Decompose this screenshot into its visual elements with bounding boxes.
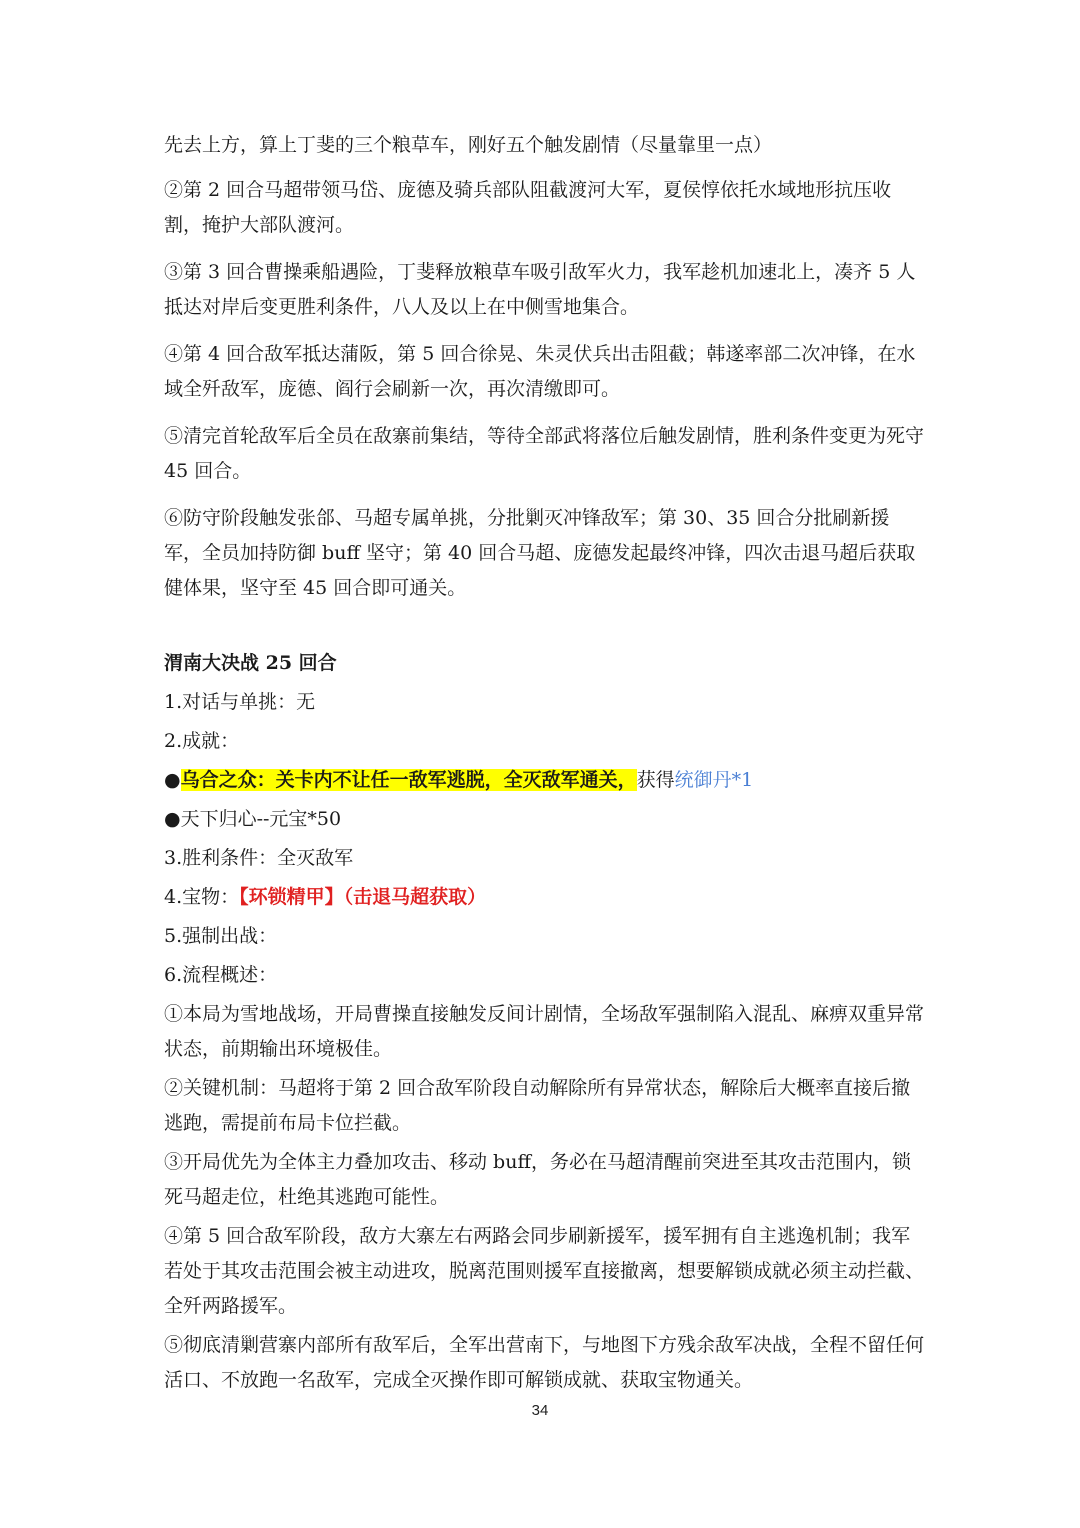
treasure-label: 4.宝物： [164, 886, 240, 908]
process-step-4: ④第 5 回合敌军阶段，敌方大寨左右两路会同步刷新援军，援军拥有自主逃逸机制；我军若处于其攻击范围会被主动进攻，脱离范围则援军直接撤离，想要解锁成就必须主动拦截、全歼两路援军。 [164, 1225, 925, 1317]
process-step-2: ②关键机制：马超将于第 2 回合敌军阶段自动解除所有异常状态，解除后大概率直接后撤逃跑，需提前布局卡位拦截。 [164, 1077, 911, 1134]
paragraph-step-3: ③第 3 回合曹操乘船遇险，丁斐释放粮草车吸引敌军火力，我军趁机加速北上，凑齐 5 人抵达对岸后变更胜利条件，八人及以上在中侧雪地集合。 [164, 261, 916, 318]
section-title: 渭南大决战 25 回合 [164, 652, 337, 674]
achievements-label: 2.成就： [164, 730, 240, 752]
process-step-5: ⑤彻底清剿营寨内部所有敌军后，全军出营南下，与地图下方残余敌军决战，全程不留任何活口、不放跑一名敌军，完成全灭操作即可解锁成就、获取宝物通关。 [164, 1334, 925, 1391]
page-number: 34 [531, 1402, 549, 1419]
process-label: 6.流程概述： [164, 964, 278, 986]
treasure-line [164, 880, 924, 915]
reward-prefix: 获得 [636, 769, 675, 791]
paragraph-step-2: ②第 2 回合马超带领马岱、庞德及骑兵部队阻截渡河大军，夏侯惇依托水域地形抗压收割，掩护大部队渡河。 [164, 179, 892, 236]
process-step-1: ①本局为雪地战场，开局曹操直接触发反间计剧情，全场敌军强制陷入混乱、麻痹双重异常状态，前期输出环境极佳。 [164, 1003, 925, 1060]
paragraph-step-5: ⑤清完首轮敌军后全员在敌寨前集结，等待全部武将落位后触发剧情，胜利条件变更为死守 45 回合。 [164, 425, 925, 482]
weinan-battle-section [164, 646, 924, 1402]
achievement-highlight: 乌合之众：关卡内不让任一敌军逃脱，全灭敌军通关， [180, 769, 637, 791]
achievement-item-2: ●天下归心--元宝*50 [164, 808, 342, 830]
paragraph-step-6: ⑥防守阶段触发张郃、马超专属单挑，分批剿灭冲锋敌军；第 30、35 回合分批刷新援军，全员加持防御 buff 坚守；第 40 回合马超、庞德发起最终冲锋，四次击退马超后获取健体果，坚守至 45 回合即可通关。 [164, 507, 916, 599]
dialogue-line: 1.对话与单挑：无 [164, 691, 316, 713]
victory-condition: 3.胜利条件：全灭敌军 [164, 847, 354, 869]
forced-deployment: 5.强制出战： [164, 925, 278, 947]
process-step-3: ③开局优先为全体主力叠加攻击、移动 buff，务必在马超清醒前突进至其攻击范围内，锁死马超走位，杜绝其逃跑可能性。 [164, 1151, 911, 1208]
previous-section-continuation [164, 128, 924, 618]
paragraph-intro: 先去上方，算上丁斐的三个粮草车，刚好五个触发剧情（尽量靠里一点） [164, 134, 773, 156]
paragraph-step-4: ④第 4 回合敌军抵达蒲阪，第 5 回合徐晃、朱灵伏兵出击阻截；韩遂率部二次冲锋，在水域全歼敌军，庞德、阎行会刷新一次，再次清缴即可。 [164, 343, 916, 400]
bullet: ● [164, 769, 181, 791]
treasure-item: 【环锁精甲】（击退马超获取） [239, 886, 487, 908]
achievement-item-1 [164, 763, 924, 798]
reward-item-link[interactable]: 统御丹*1 [674, 769, 754, 791]
